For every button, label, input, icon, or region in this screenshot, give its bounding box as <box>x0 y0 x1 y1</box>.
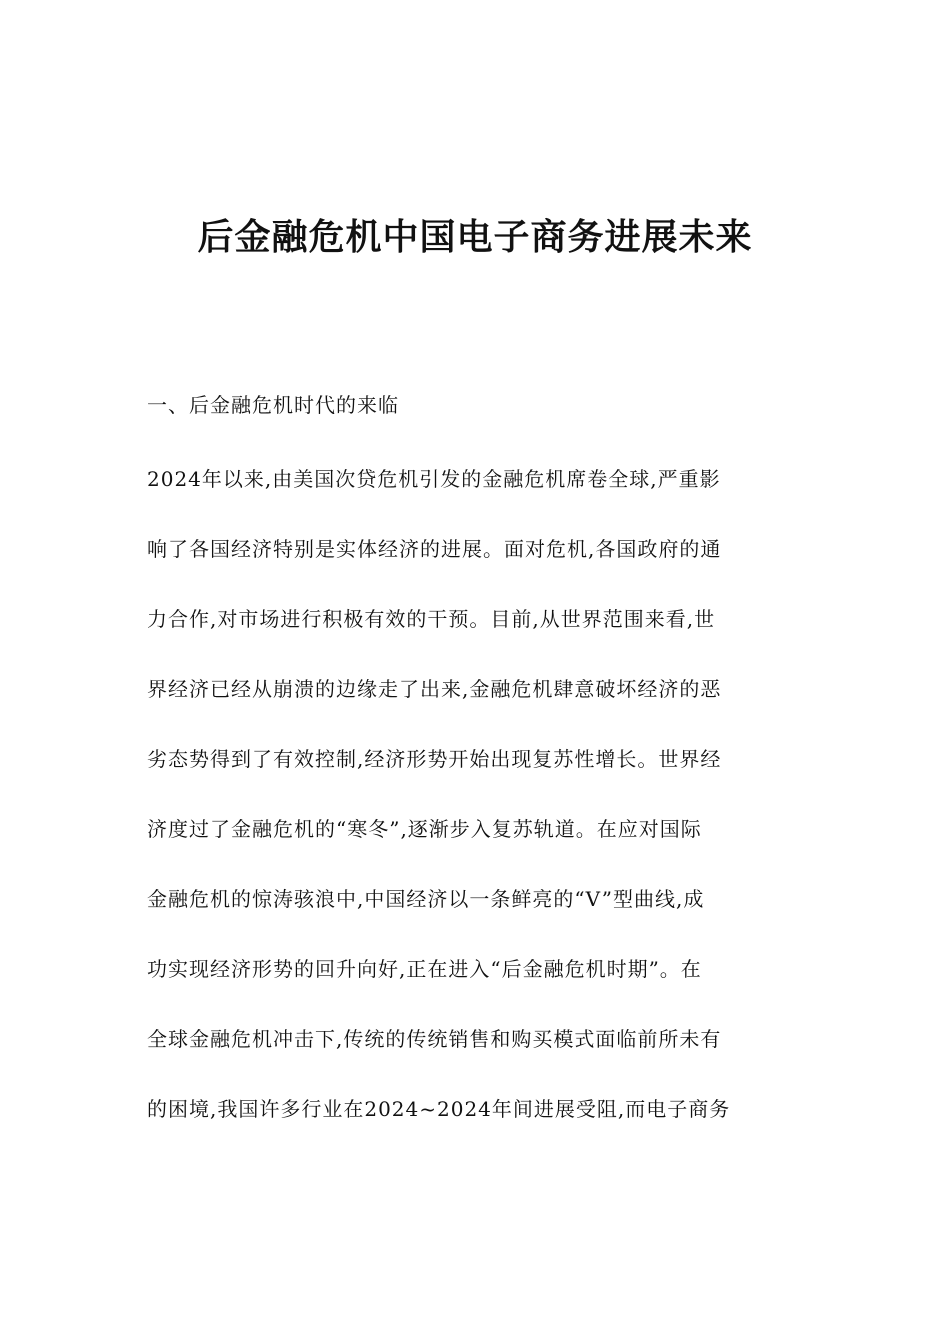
paragraph-line: 功实现经济形势的回升向好,正在进入“后金融危机时期”。在 <box>147 957 702 981</box>
paragraph-line: 金融危机的惊涛骇浪中,中国经济以一条鲜亮的“V”型曲线,成 <box>147 887 705 911</box>
paragraph-line: 劣态势得到了有效控制,经济形势开始出现复苏性增长。世界经 <box>147 747 722 771</box>
section-heading: 一、后金融危机时代的来临 <box>147 393 399 417</box>
paragraph-line: 2024年以来,由美国次贷危机引发的金融危机席卷全球,严重影 <box>147 467 721 491</box>
paragraph-line: 界经济已经从崩溃的边缘走了出来,金融危机肆意破坏经济的恶 <box>147 677 722 701</box>
paragraph-line: 响了各国经济特别是实体经济的进展。面对危机,各国政府的通 <box>147 537 722 561</box>
paragraph-line: 全球金融危机冲击下,传统的传统销售和购买模式面临前所未有 <box>147 1027 722 1051</box>
paragraph-line: 的困境,我国许多行业在2024~2024年间进展受阻,而电子商务 <box>147 1097 731 1121</box>
document-title: 后金融危机中国电子商务进展未来 <box>197 217 753 258</box>
paragraph-line: 力合作,对市场进行积极有效的干预。目前,从世界范围来看,世 <box>147 607 716 631</box>
paragraph-line: 济度过了金融危机的“寒冬”,逐渐步入复苏轨道。在应对国际 <box>147 817 702 841</box>
